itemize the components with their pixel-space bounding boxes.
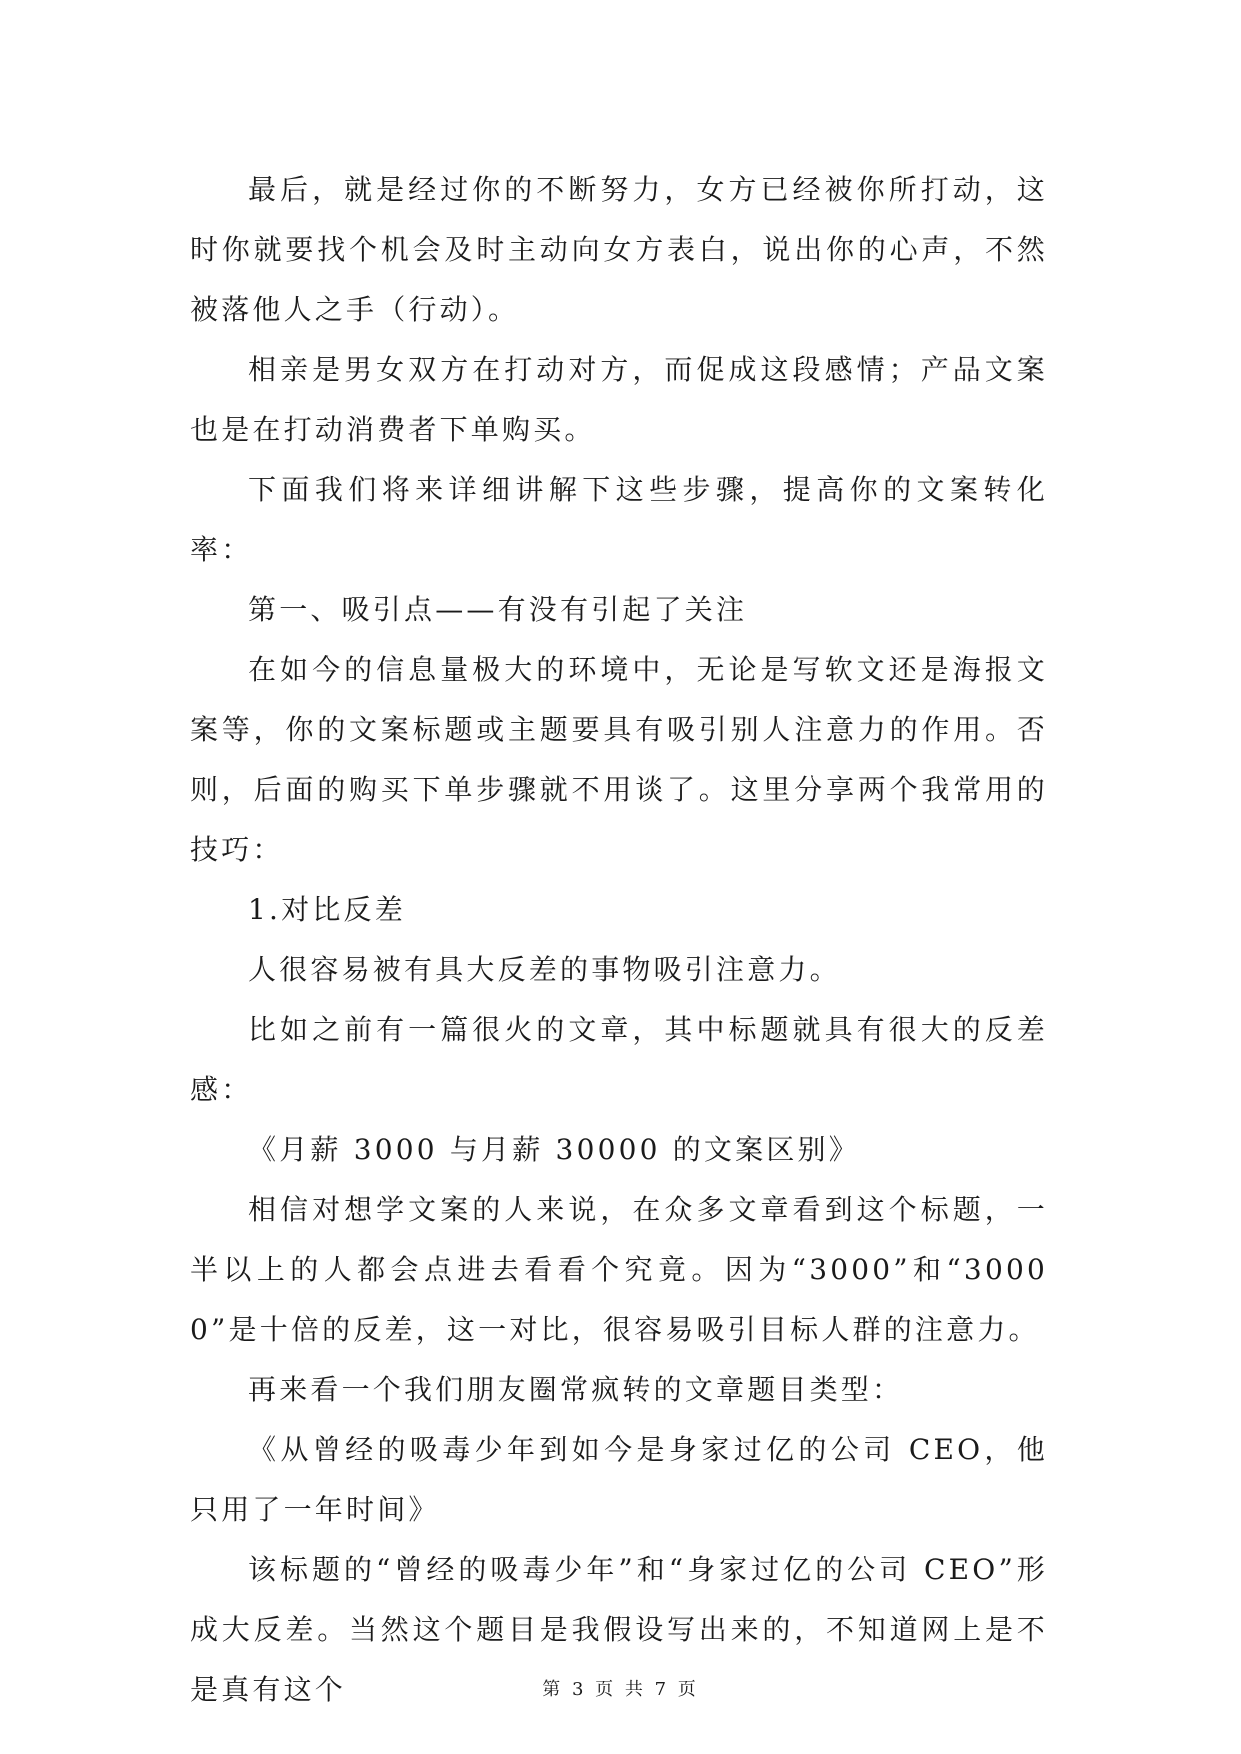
paragraph: 相信对想学文案的人来说，在众多文章看到这个标题，一半以上的人都会点进去看看个究竟。因为“3000”和“30000”是十倍的反差，这一对比，很容易吸引目标人群的注意力。 — [190, 1193, 1048, 1346]
paragraph: 再来看一个我们朋友圈常疯转的文章题目类型： — [248, 1373, 904, 1406]
example-title: 《月薪 3000 与月薪 30000 的文案区别》 — [248, 1133, 860, 1166]
example-title: 《从曾经的吸毒少年到如今是身家过亿的公司 CEO，他只用了一年时间》 — [190, 1433, 1048, 1526]
paragraph: 最后，就是经过你的不断努力，女方已经被你所打动，这时你就要找个机会及时主动向女方表白，说出你的心声，不然被落他人之手（行动）。 — [190, 173, 1048, 326]
paragraph: 在如今的信息量极大的环境中，无论是写软文还是海报文案等，你的文案标题或主题要具有吸引别人注意力的作用。否则，后面的购买下单步骤就不用谈了。这里分享两个我常用的技巧： — [190, 653, 1048, 866]
paragraph: 下面我们将来详细讲解下这些步骤，提高你的文案转化率： — [190, 473, 1048, 566]
section-heading: 第一、吸引点——有没有引起了关注 — [248, 593, 748, 626]
paragraph: 相亲是男女双方在打动对方，而促成这段感情；产品文案也是在打动消费者下单购买。 — [190, 353, 1048, 446]
list-heading: 1.对比反差 — [248, 893, 406, 926]
page-number-footer: 第 3 页 共 7 页 — [542, 1679, 699, 1700]
paragraph: 比如之前有一篇很火的文章，其中标题就具有很大的反差感： — [190, 1013, 1048, 1106]
paragraph: 该标题的“曾经的吸毒少年”和“身家过亿的公司 CEO”形成大反差。当然这个题目是我假设写出来的，不知道网上是不是真有这个 — [190, 1553, 1048, 1706]
paragraph: 人很容易被有具大反差的事物吸引注意力。 — [248, 953, 841, 986]
document-body — [190, 160, 1048, 1720]
